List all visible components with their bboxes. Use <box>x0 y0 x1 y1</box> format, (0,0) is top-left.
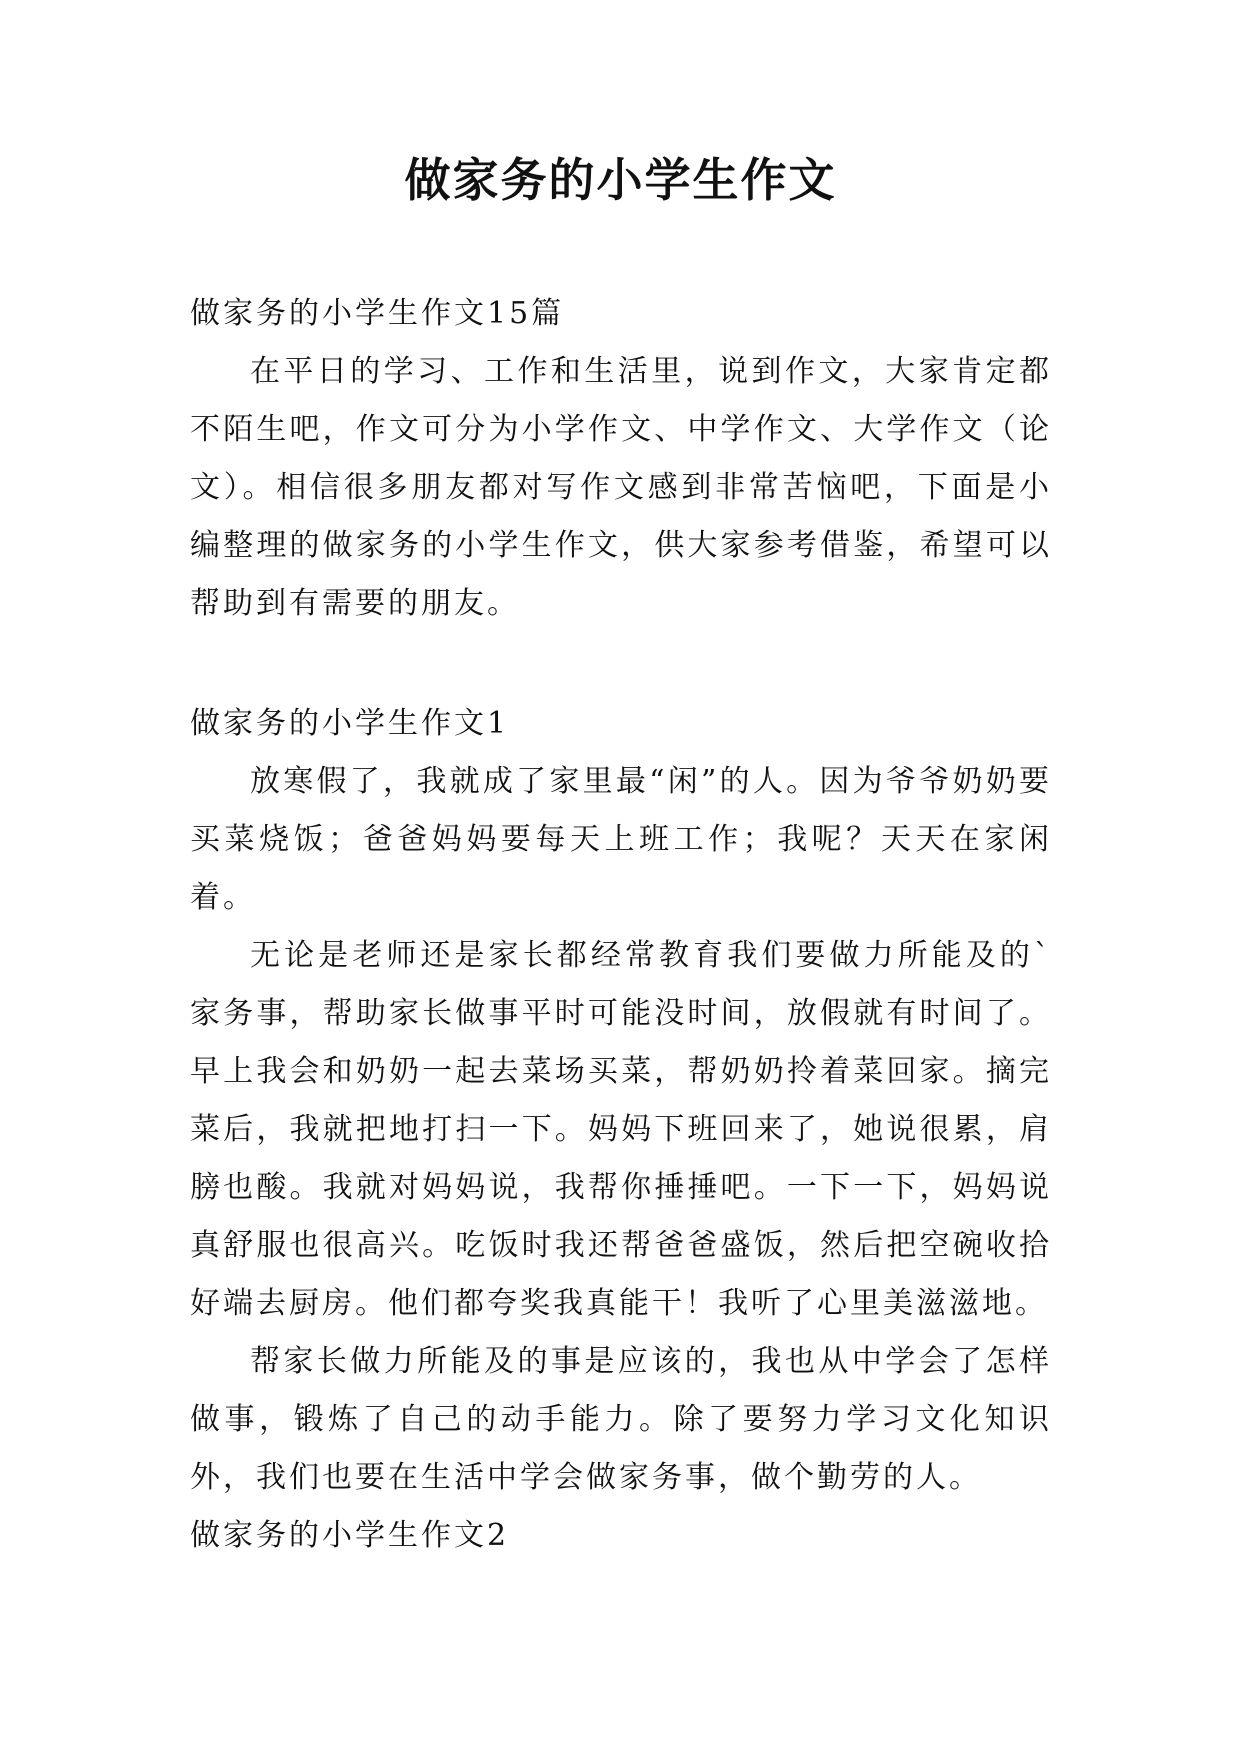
document-title: 做家务的小学生作文 <box>404 153 837 207</box>
intro-paragraph: 在平日的学习、工作和生活里，说到作文，大家肯定都不陌生吧，作文可分为小学作文、中学作文、大学作文（论文）。相信很多朋友都对写作文感到非常苦恼吧，下面是小编整理的做家务的小学生作文，供大家参考借鉴，希望可以帮助到有需要的朋友。 <box>190 354 1052 621</box>
section-2-heading: 做家务的小学生作文2 <box>190 1518 510 1553</box>
section-spacer <box>190 633 1052 695</box>
document-body <box>190 285 1052 1565</box>
section-1-paragraph-2: 无论是老师还是家长都经常教育我们要做力所能及的`家务事，帮助家长做事平时可能没时间，放假就有时间了。早上我会和奶奶一起去菜场买菜，帮奶奶拎着菜回家。摘完菜后，我就把地打扫一下。妈妈下班回来了，她说很累，肩膀也酸。我就对妈妈说，我帮你捶捶吧。一下一下，妈妈说真舒服也很高兴。吃饭时我还帮爸爸盛饭，然后把空碗收拾好端去厨房。他们都夸奖我真能干！我听了心里美滋滋地。 <box>190 938 1052 1321</box>
section-1-heading: 做家务的小学生作文1 <box>190 706 510 741</box>
section-1-paragraph-1: 放寒假了，我就成了家里最“闲”的人。因为爷爷奶奶要买菜烧饭；爸爸妈妈要每天上班工作；我呢？天天在家闲着。 <box>190 764 1052 915</box>
section-1-paragraph-3: 帮家长做力所能及的事是应该的，我也从中学会了怎样做事，锻炼了自己的动手能力。除了要努力学习文化知识外，我们也要在生活中学会做家务事，做个勤劳的人。 <box>190 1344 1052 1495</box>
intro-heading: 做家务的小学生作文15篇 <box>190 296 565 331</box>
